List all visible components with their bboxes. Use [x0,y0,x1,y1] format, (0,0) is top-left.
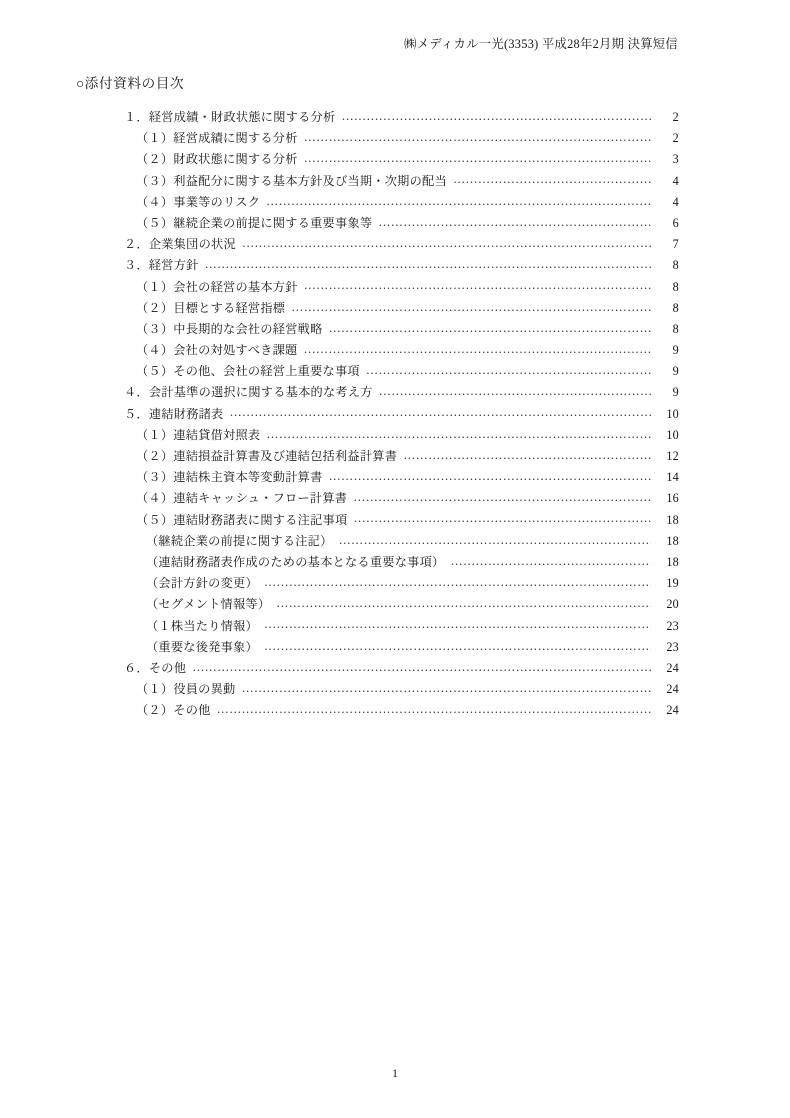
toc-entry-label: （３）連結株主資本等変動計算書 [136,470,323,485]
toc-entry-label: （１株当たり情報） [146,618,258,633]
toc-entry-page-number: 24 [666,682,679,697]
toc-entry-label: （４）事業等のリスク [136,194,261,209]
toc-dot-leader [264,617,651,629]
toc-dot-leader [205,257,651,269]
toc-entry[interactable] [0,235,790,256]
toc-entry-label: （５）その他、会社の経営上重要な事項 [136,364,360,379]
toc-dot-leader [304,151,651,163]
toc-entry-page-number: 3 [672,152,679,167]
toc-entry-label: （セグメント情報等） [146,597,271,612]
toc-entry-label: （３）利益配分に関する基本方針及び当期・次期の配当 [136,173,447,188]
toc-dot-leader [378,215,651,227]
toc-entry-page-number: 8 [672,321,679,336]
toc-entry[interactable] [0,383,790,404]
table-of-contents [0,108,790,722]
toc-entry[interactable] [0,193,790,214]
toc-entry-label: （１）会社の経営の基本方針 [136,279,298,294]
toc-dot-leader [403,448,651,460]
toc-dot-leader [192,660,651,672]
toc-dot-leader [264,639,651,651]
toc-dot-leader [451,554,652,566]
toc-dot-leader [303,342,651,354]
toc-entry[interactable] [0,214,790,235]
toc-entry-page-number: 9 [672,385,679,400]
toc-dot-leader [453,172,651,184]
toc-entry[interactable] [0,341,790,362]
toc-entry-page-number: 18 [666,554,679,569]
toc-entry-page-number: 7 [672,237,679,252]
toc-entry[interactable] [0,426,790,447]
toc-entry-label: ４．会計基準の選択に関する基本的な考え方 [124,385,373,400]
toc-dot-leader [266,427,651,439]
toc-dot-leader [291,300,651,312]
toc-entry-label: （１）経営成績に関する分析 [136,131,298,146]
toc-entry[interactable] [0,532,790,553]
toc-entry[interactable] [0,701,790,722]
toc-entry-page-number: 9 [672,364,679,379]
toc-dot-leader [379,384,651,396]
toc-entry-label: （連結財務諸表作成のための基本となる重要な事項） [146,554,445,569]
toc-entry-label: （継続企業の前提に関する注記） [146,533,333,548]
running-header: ㈱メディカル一光(3353) 平成28年2月期 決算短信 [404,37,678,51]
toc-entry[interactable] [0,489,790,510]
toc-entry-page-number: 24 [666,660,679,675]
toc-entry[interactable] [0,680,790,701]
toc-dot-leader [242,236,651,248]
toc-entry[interactable] [0,256,790,277]
toc-entry-page-number: 23 [666,639,679,654]
toc-entry[interactable] [0,468,790,489]
toc-entry-page-number: 4 [672,173,679,188]
toc-entry-label: （４）連結キャッシュ・フロー計算書 [136,491,348,506]
toc-dot-leader [304,130,651,142]
page-title: ○添付資料の目次 [76,76,185,91]
folio-page-number: 1 [392,1066,398,1080]
toc-entry-label: ２．企業集団の状況 [124,237,236,252]
toc-entry-page-number: 2 [672,110,679,124]
toc-entry-page-number: 23 [666,618,679,633]
toc-entry-label: ３．経営方針 [124,258,199,273]
toc-entry-page-number: 4 [672,194,679,209]
toc-entry[interactable] [0,617,790,638]
toc-dot-leader [353,490,651,502]
toc-entry-page-number: 16 [666,491,679,506]
toc-entry[interactable] [0,574,790,595]
toc-entry[interactable] [0,638,790,659]
toc-entry-label: （重要な後発事象） [146,639,258,654]
toc-dot-leader [217,702,651,714]
toc-entry[interactable] [0,299,790,320]
toc-entry-label: （５）継続企業の前提に関する重要事象等 [136,215,373,230]
toc-entry-label: （会計方針の変更） [146,576,258,591]
toc-entry[interactable] [0,108,790,129]
toc-dot-leader [339,533,651,545]
toc-dot-leader [329,469,651,481]
toc-entry-label: （１）連結貸借対照表 [136,427,261,442]
toc-entry[interactable] [0,362,790,383]
toc-entry-label: （１）役員の異動 [136,682,236,697]
toc-entry-label: ５．連結財務諸表 [124,406,224,421]
toc-entry-page-number: 24 [666,703,679,718]
toc-entry-page-number: 2 [672,131,679,146]
toc-entry-label: （２）財政状態に関する分析 [136,152,298,167]
toc-entry-page-number: 8 [672,300,679,315]
toc-entry-page-number: 18 [666,533,679,548]
toc-entry[interactable] [0,511,790,532]
toc-dot-leader [276,596,651,608]
toc-entry-page-number: 20 [666,597,679,612]
toc-entry[interactable] [0,553,790,574]
toc-dot-leader [341,109,651,121]
toc-entry[interactable] [0,150,790,171]
toc-entry-page-number: 8 [672,258,679,273]
toc-entry-label: （２）連結損益計算書及び連結包括利益計算書 [136,449,398,463]
toc-entry-label: （２）その他 [136,703,211,718]
toc-dot-leader [242,681,652,693]
toc-entry-label: （２）目標とする経営指標 [136,300,286,315]
toc-entry-label: （３）中長期的な会社の経営戦略 [136,321,323,336]
toc-entry-label: （５）連結財務諸表に関する注記事項 [136,512,348,527]
toc-entry-page-number: 8 [672,279,679,294]
toc-entry[interactable] [0,659,790,680]
toc-dot-leader [264,575,651,587]
toc-dot-leader [353,511,651,523]
toc-entry-page-number: 10 [666,406,679,421]
toc-entry[interactable] [0,278,790,299]
toc-entry[interactable] [0,129,790,150]
toc-entry[interactable] [0,447,790,468]
toc-entry[interactable] [0,595,790,616]
toc-entry-page-number: 6 [672,215,679,230]
toc-entry-page-number: 9 [672,343,679,358]
toc-dot-leader [266,194,651,206]
toc-entry[interactable] [0,320,790,341]
toc-entry-label: １．経営成績・財政状態に関する分析 [124,110,336,124]
toc-entry[interactable] [0,405,790,426]
toc-entry-label: （４）会社の対処すべき課題 [136,343,298,358]
toc-entry-page-number: 19 [666,576,679,591]
toc-entry-page-number: 18 [666,512,679,527]
toc-dot-leader [329,321,651,333]
toc-dot-leader [230,405,652,417]
toc-dot-leader [366,363,651,375]
toc-entry-page-number: 12 [666,449,679,463]
toc-dot-leader [304,278,651,290]
toc-entry-page-number: 14 [666,470,679,485]
toc-entry[interactable] [0,172,790,193]
toc-entry-page-number: 10 [666,427,679,442]
toc-entry-label: ６．その他 [124,660,187,675]
